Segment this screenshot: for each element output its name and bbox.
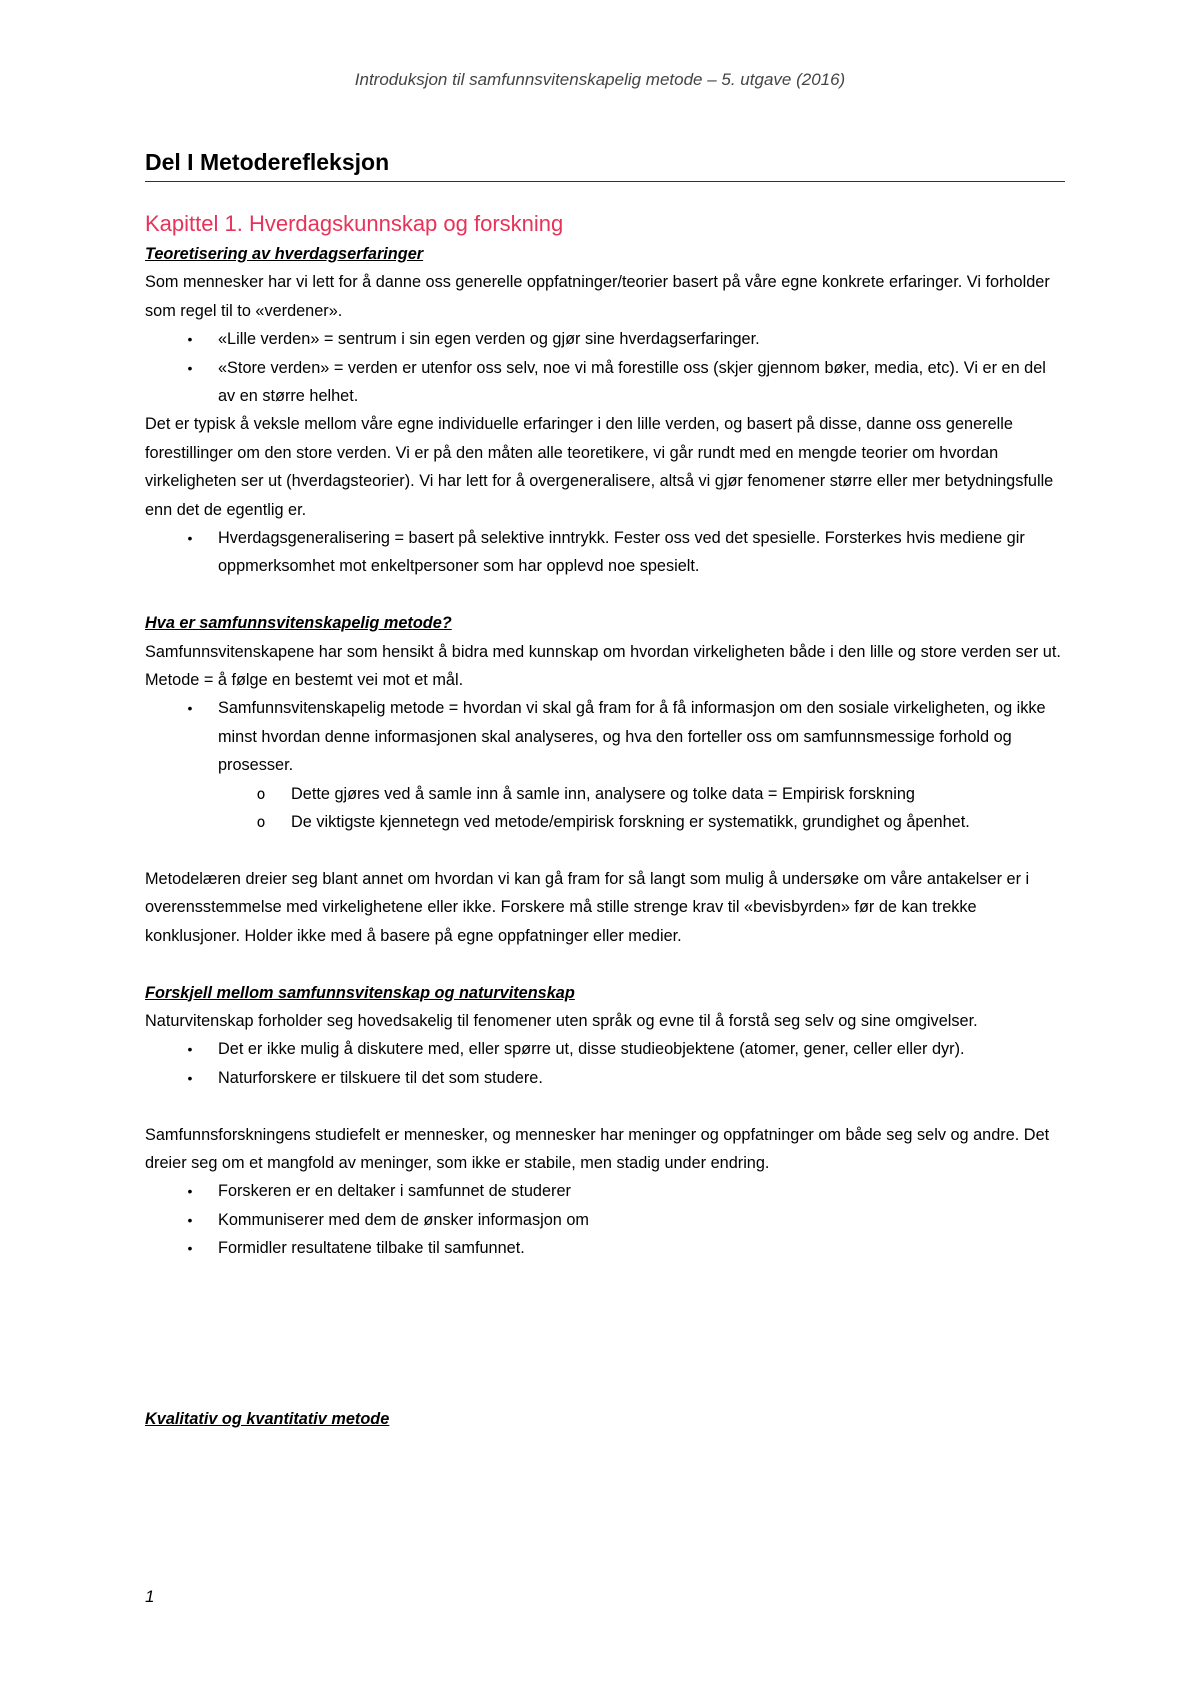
spacer (145, 1092, 1065, 1120)
list-item-text: «Store verden» = verden er utenfor oss selv, noe vi må forestille oss (skjer gjennom bøker, media, etc). Vi er en del av en større helhet. (218, 358, 1046, 406)
list-item-text: De viktigste kjennetegn ved metode/empirisk forskning er systematikk, grundighet og åpenhet. (291, 813, 970, 832)
list-item (145, 325, 1065, 353)
circle-bullet-icon: o (256, 784, 266, 803)
list-item-text: Dette gjøres ved å samle inn å samle inn, analysere og tolke data = Empirisk forskning (291, 784, 915, 803)
spacer (145, 950, 1065, 978)
bullet-list (145, 1177, 1065, 1262)
paragraph: Som mennesker har vi lett for å danne oss generelle oppfatninger/teorier basert på våre egne konkrete erfaringer. Vi forholder som regel til to «verdener». (145, 273, 1050, 320)
part-heading: Del I Metoderefleksjon (145, 145, 1065, 182)
bullet-list (145, 1035, 1065, 1092)
list-item (145, 780, 1065, 808)
list-item (145, 524, 1065, 581)
section-heading-forskjell: Forskjell mellom samfunnsvitenskap og naturvitenskap (145, 983, 575, 1002)
list-item-text: «Lille verden» = sentrum i sin egen verden og gjør sine hverdagserfaringer. (218, 330, 760, 349)
page-content (145, 145, 1065, 1433)
bullet-icon: • (187, 1240, 193, 1257)
running-header: Introduksjon til samfunnsvitenskapelig metode – 5. utgave (2016) (354, 70, 846, 89)
section-heading-kvalitativ: Kvalitativ og kvantitativ metode (145, 1409, 390, 1428)
list-item (145, 1064, 1065, 1092)
spacer (145, 837, 1065, 865)
list-item-text: Naturforskere er tilskuere til det som studere. (218, 1068, 543, 1087)
spacer (145, 1263, 1065, 1405)
bullet-icon: • (187, 1183, 193, 1200)
chapter-heading: Kapittel 1. Hverdagskunnskap og forskning (145, 211, 564, 236)
list-item (145, 1035, 1065, 1063)
bullet-list (145, 325, 1065, 410)
list-item (145, 1177, 1065, 1205)
list-item-text: Kommuniserer med dem de ønsker informasjon om (218, 1210, 589, 1229)
section-heading-hva-er: Hva er samfunnsvitenskapelig metode? (145, 614, 452, 633)
section-heading-teoretisering: Teoretisering av hverdagserfaringer (145, 245, 424, 263)
list-item-text: Det er ikke mulig å diskutere med, eller spørre ut, disse studieobjektene (atomer, gener, celler eller dyr). (218, 1040, 965, 1059)
list-item (145, 808, 1065, 836)
list-item-text: Forskeren er en deltaker i samfunnet de studerer (218, 1182, 571, 1201)
bullet-icon: • (187, 359, 193, 376)
paragraph: Naturvitenskap forholder seg hovedsakelig til fenomener uten språk og evne til å forstå seg selv og sine omgivelser. (145, 1011, 978, 1030)
bullet-icon: • (187, 1041, 193, 1058)
bullet-list (145, 524, 1065, 581)
spacer (145, 581, 1065, 609)
list-item (145, 1206, 1065, 1234)
bullet-list (145, 694, 1065, 779)
bullet-icon: • (187, 1211, 193, 1228)
paragraph: Metode = å følge en bestemt vei mot et mål. (145, 671, 464, 690)
paragraph: Metodelæren dreier seg blant annet om hvordan vi kan gå fram for så langt som mulig å undersøke om våre antakelser er i overensstemmelse med virkelighetene eller ikke. Forskere må stille strenge krav til «bevisbyrden» før de kan trekke konklusjoner. Holder ikke med å basere på egne oppfatninger eller medier. (145, 869, 1030, 945)
bullet-icon: • (187, 1069, 193, 1086)
paragraph: Det er typisk å veksle mellom våre egne individuelle erfaringer i den lille verden, og basert på disse, danne oss generelle forestillinger om den store verden. Vi er på den måten alle teoretikere, vi går rundt med en mengde teorier om hvordan virkeligheten ser ut (hverdagsteorier). Vi har lett for å overgeneralisere, altså vi gjør fenomener større eller mer betydningsfulle enn det de egentlig er. (145, 415, 1054, 519)
list-item (145, 1234, 1065, 1262)
list-item-text: Hverdagsgeneralisering = basert på selektive inntrykk. Fester oss ved det spesielle. Forsterkes hvis mediene gir oppmerksomhet mot enkeltpersoner som har opplevd noe spesielt. (218, 529, 1025, 576)
paragraph: Samfunnsforskningens studiefelt er mennesker, og mennesker har meninger og oppfatninger om både seg selv og andre. Det dreier seg om et mangfold av meninger, som ikke er stabile, men stadig under endring. (145, 1125, 1050, 1172)
list-item-text: Formidler resultatene tilbake til samfunnet. (218, 1239, 525, 1258)
circle-bullet-icon: o (256, 813, 266, 832)
bullet-icon: • (187, 530, 193, 547)
bullet-icon: • (187, 331, 193, 348)
page-number: 1 (145, 1587, 155, 1606)
paragraph: Samfunnsvitenskapene har som hensikt å bidra med kunnskap om hvordan virkeligheten både i den lille og store verden ser ut. (145, 642, 1061, 661)
list-item (145, 354, 1065, 411)
sub-bullet-list (145, 780, 1065, 837)
bullet-icon: • (187, 700, 193, 717)
list-item (145, 694, 1065, 779)
list-item-text: Samfunnsvitenskapelig metode = hvordan vi skal gå fram for å få informasjon om den sosiale virkeligheten, og ikke minst hvordan denne informasjonen skal analyseres, og hva den forteller oss om samfunnsmessige forhold og prosesser. (218, 699, 1046, 775)
